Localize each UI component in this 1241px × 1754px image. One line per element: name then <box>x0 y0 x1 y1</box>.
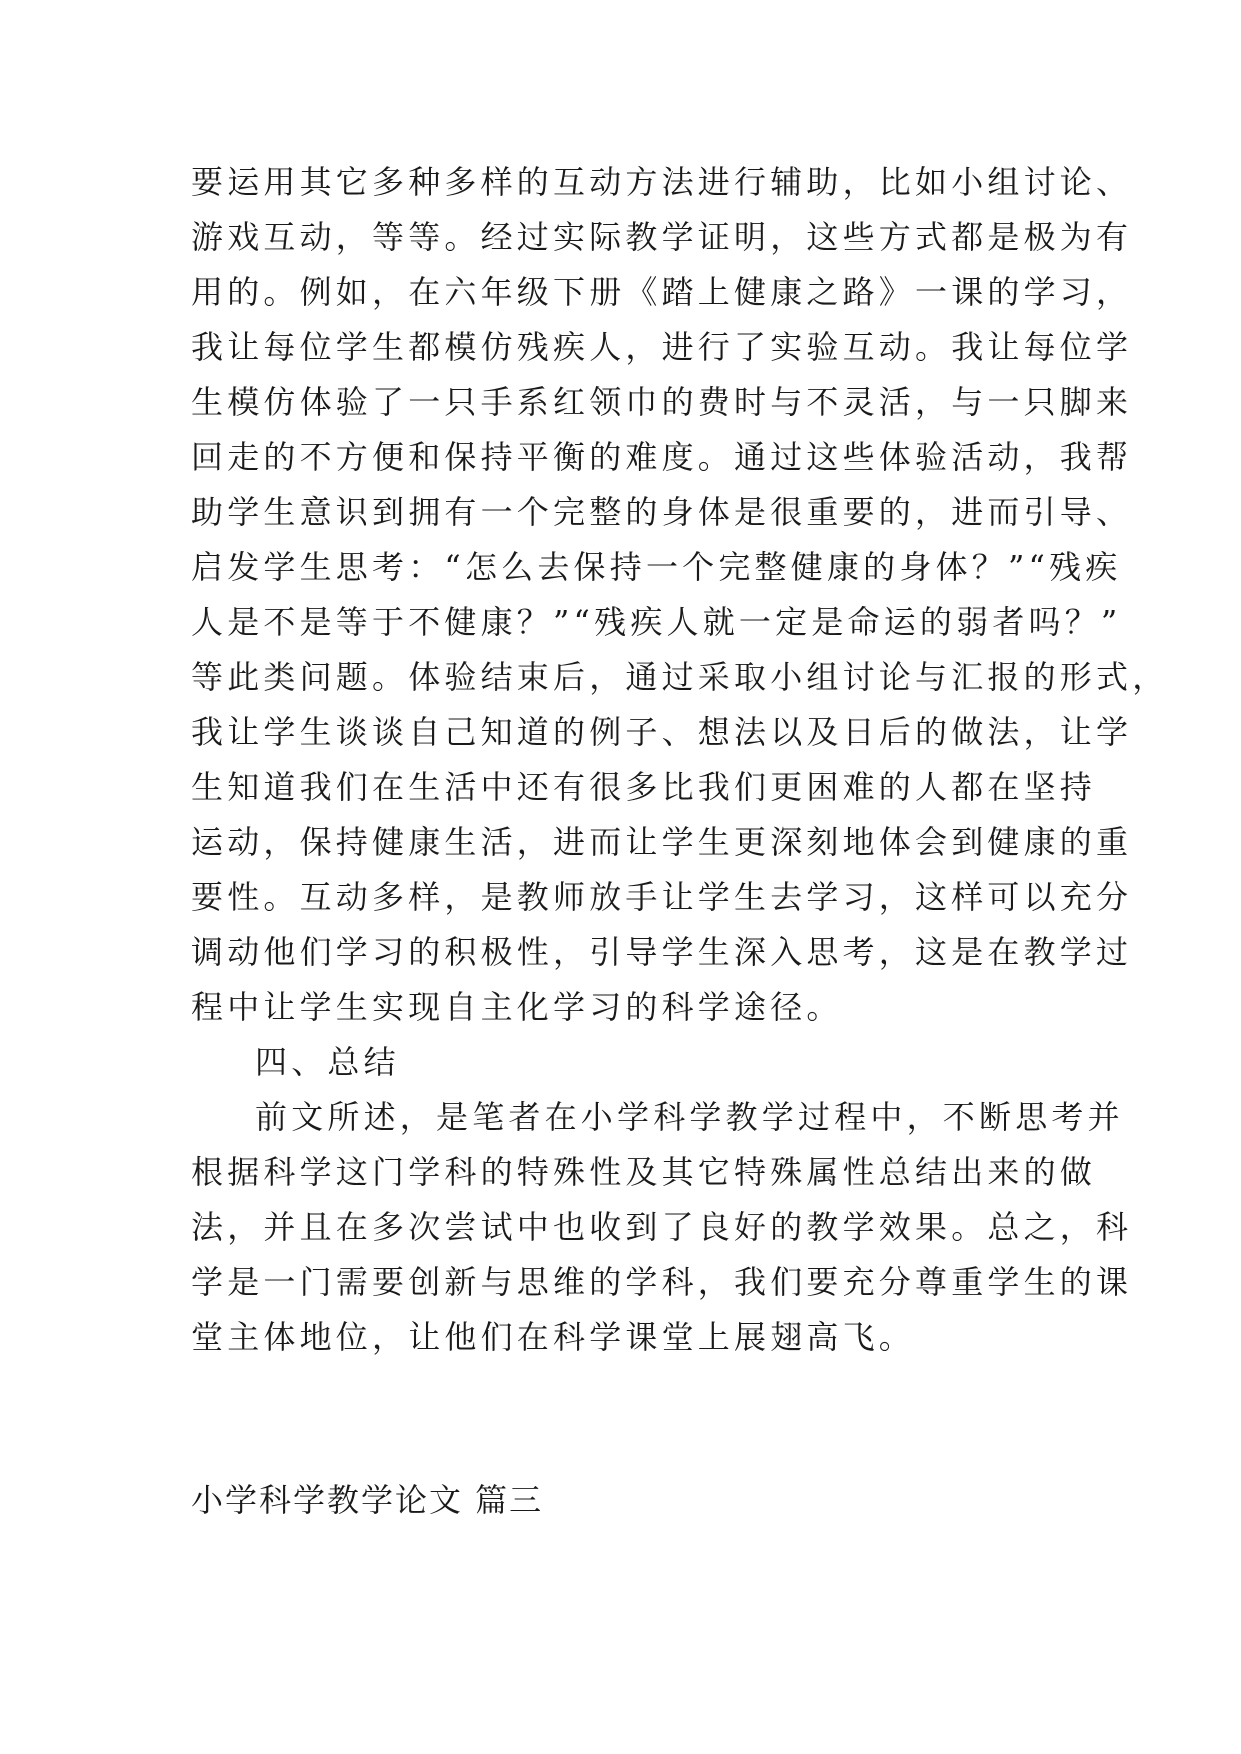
paragraph-line: 生知道我们在生活中还有很多比我们更困难的人都在坚持 <box>191 768 1097 806</box>
paragraph-line: 前文所述，是笔者在小学科学教学过程中，不断思考并 <box>255 1098 1124 1136</box>
paragraph-line: 运动，保持健康生活，进而让学生更深刻地体会到健康的重 <box>191 823 1133 861</box>
paragraph-line: 学是一门需要创新与思维的学科，我们要充分尊重学生的课 <box>191 1263 1133 1301</box>
section-heading: 四、总结 <box>255 1043 400 1081</box>
paragraph-line: 要运用其它多种多样的互动方法进行辅助，比如小组讨论、 <box>191 163 1133 201</box>
paragraph-line: 堂主体地位，让他们在科学课堂上展翅高飞。 <box>191 1318 916 1356</box>
paragraph-line: 要性。互动多样，是教师放手让学生去学习，这样可以充分 <box>191 878 1133 916</box>
paragraph-line: 法，并且在多次尝试中也收到了良好的教学效果。总之，科 <box>191 1208 1133 1246</box>
paragraph-line: 程中让学生实现自主化学习的科学途径。 <box>191 988 843 1026</box>
paragraph-line: 我让每位学生都模仿残疾人，进行了实验互动。我让每位学 <box>191 328 1133 366</box>
paragraph-line: 助学生意识到拥有一个完整的身体是很重要的，进而引导、 <box>191 493 1133 531</box>
paragraph-line: 等此类问题。体验结束后，通过采取小组讨论与汇报的形式， <box>191 658 1169 696</box>
paragraph-line: 游戏互动，等等。经过实际教学证明，这些方式都是极为有 <box>191 218 1133 256</box>
paragraph-line: 生模仿体验了一只手系红领巾的费时与不灵活，与一只脚来 <box>191 383 1133 421</box>
paragraph-line: 启发学生思考：“怎么去保持一个完整健康的身体？”“残疾 <box>191 548 1122 586</box>
paragraph-line: 回走的不方便和保持平衡的难度。通过这些体验活动，我帮 <box>191 438 1133 476</box>
next-article-title: 小学科学教学论文 篇三 <box>191 1481 544 1519</box>
paragraph-line: 人是不是等于不健康？”“残疾人就一定是命运的弱者吗？” <box>191 603 1122 641</box>
paragraph-line: 调动他们学习的积极性，引导学生深入思考，这是在教学过 <box>191 933 1133 971</box>
paragraph-line: 我让学生谈谈自己知道的例子、想法以及日后的做法，让学 <box>191 713 1133 751</box>
paragraph-line: 根据科学这门学科的特殊性及其它特殊属性总结出来的做 <box>191 1153 1097 1191</box>
paragraph-line: 用的。例如，在六年级下册《踏上健康之路》一课的学习， <box>191 273 1133 311</box>
